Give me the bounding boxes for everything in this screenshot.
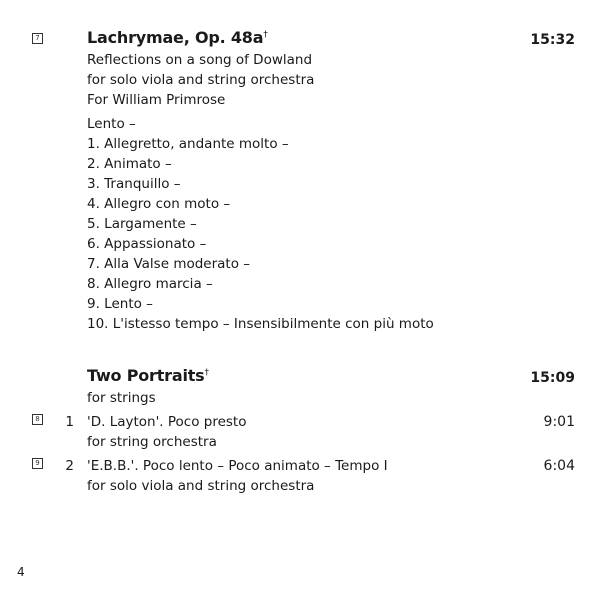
section-item: 6. Appassionato – xyxy=(87,236,207,252)
section-item: 2. Animato – xyxy=(87,156,172,172)
section-item: Lento – xyxy=(87,116,136,132)
track-number-box: 9 xyxy=(32,458,43,469)
track-number-box: 7 xyxy=(32,33,43,44)
track-number-box: 8 xyxy=(32,414,43,425)
section-item: 10. L'istesso tempo – Insensibilmente con più moto xyxy=(87,316,434,332)
dagger-mark: † xyxy=(204,368,209,378)
section-item: 3. Tranquillo – xyxy=(87,176,181,192)
section-item: 9. Lento – xyxy=(87,296,153,312)
section-item: 4. Allegro con moto – xyxy=(87,196,231,212)
page-number: 4 xyxy=(17,565,25,579)
work-duration: 15:32 xyxy=(530,32,575,48)
movement-title: 'D. Layton'. Poco presto xyxy=(87,414,247,430)
section-item: 1. Allegretto, andante molto – xyxy=(87,136,289,152)
movement-subtitle: for string orchestra xyxy=(87,434,217,450)
work-duration: 15:09 xyxy=(530,370,575,386)
section-item: 7. Alla Valse moderato – xyxy=(87,256,251,272)
movement-duration: 6:04 xyxy=(543,458,575,474)
movement-number: 1 xyxy=(65,414,74,430)
work-dedication: For William Primrose xyxy=(87,92,226,108)
work-title xyxy=(87,28,268,48)
section-item: 5. Largamente – xyxy=(87,216,197,232)
movement-number: 2 xyxy=(65,458,74,474)
movement-subtitle: for solo viola and string orchestra xyxy=(87,478,315,494)
work-subtitle-line: for solo viola and string orchestra xyxy=(87,72,315,88)
work-title-text: Lachrymae, Op. 48a xyxy=(87,28,264,47)
work-title-text: Two Portraits xyxy=(87,366,205,385)
dagger-mark: † xyxy=(263,30,268,40)
work-title xyxy=(87,366,209,386)
work-subtitle-line: Reflections on a song of Dowland xyxy=(87,52,313,68)
section-item: 8. Allegro marcia – xyxy=(87,276,213,292)
movement-title: 'E.B.B.'. Poco lento – Poco animato – Tempo I xyxy=(87,458,388,474)
work-subtitle-line: for strings xyxy=(87,390,156,406)
movement-duration: 9:01 xyxy=(543,414,575,430)
